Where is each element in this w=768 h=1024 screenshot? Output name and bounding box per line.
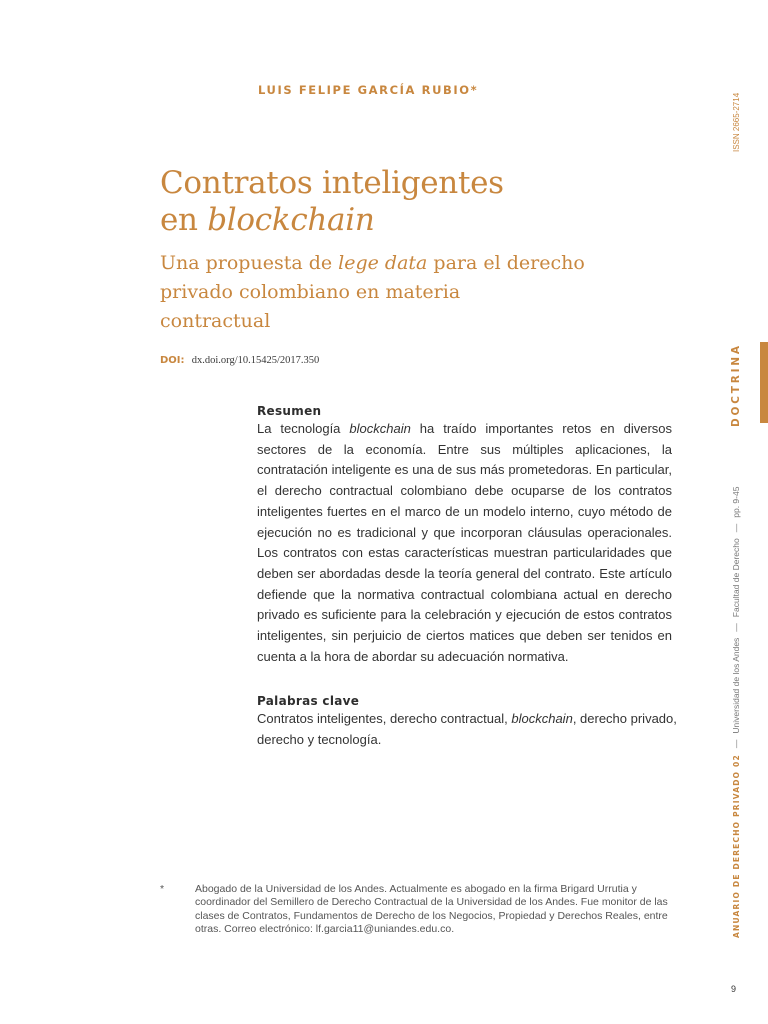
- abstract-section: [257, 404, 672, 667]
- title-line-2-prefix: en: [160, 202, 208, 238]
- keywords-part-1: Contratos inteligentes, derecho contractual,: [257, 711, 512, 726]
- subtitle-part-1: Una propuesta de: [160, 252, 339, 274]
- separator: —: [731, 523, 741, 533]
- subtitle-line-2: privado colombiano en materia: [160, 281, 461, 303]
- page-number: 9: [731, 984, 737, 994]
- author-name: LUIS FELIPE GARCÍA RUBIO*: [258, 83, 479, 97]
- abstract-intro-italic: blockchain: [349, 421, 411, 436]
- journal-title: ANUARIO DE DERECHO PRIVADO 02: [732, 754, 741, 938]
- abstract-intro: La tecnología: [257, 421, 350, 436]
- keywords-text: [257, 709, 682, 750]
- issn-label: ISSN 2665-2714: [732, 92, 741, 152]
- keywords-heading: Palabras clave: [257, 694, 360, 708]
- doi-label: DOI:: [160, 355, 185, 366]
- keywords-part-2: , derecho privado, derecho y tecnología.: [257, 711, 677, 747]
- subtitle-italic: lege data: [338, 252, 428, 274]
- doi-line: [160, 355, 319, 366]
- section-label: DOCTRINA: [730, 343, 742, 427]
- title-line-1: Contratos inteligentes: [160, 165, 504, 201]
- page-range: pp. 9-45: [731, 486, 741, 518]
- separator: —: [731, 623, 741, 632]
- doi-link[interactable]: dx.doi.org/10.15425/2017.350: [191, 355, 320, 366]
- journal-running-footer: [731, 487, 741, 938]
- separator: —: [731, 739, 741, 749]
- subtitle-line-3: contractual: [160, 310, 271, 332]
- subtitle-part-2: para el derecho: [427, 252, 585, 274]
- footnote-text: Abogado de la Universidad de los Andes. Actualmente es abogado en la firma Brigard Urrutia y coordinador del Semillero de Derecho Contractual de la Universidad de los Andes. Fue monitor de las clases de Contratos, Fundamentos de Derecho de los Negocios, Propiedad y Derechos Reales, entre otras. Correo electrónico: lf.garcia11@uniandes.edu.co.: [195, 883, 668, 936]
- article-title: [160, 165, 660, 239]
- abstract-body: ha traído importantes retos en diversos sectores de la economía. Entre sus múltiples aplicaciones, la contratación inteligente es una de sus más prometedoras. En particular, el derecho contractual colombiano debe ocuparse de los contratos inteligentes fuertes en el marco de un modelo interno, cuyo método de ejecución no es tradicional y que incorporan cláusulas operacionales. Los contratos con estas características muestran particularidades que deben ser abordadas desde la teoría general del contrato. Este artículo defiende que la normativa contractual colombiana actual en derecho privado es suficiente para la celebración y ejecución de estos contratos inteligentes, sin perjuicio de ciertos matices que deben ser tenidos en cuenta a la hora de abordar su adecuación normativa.: [257, 421, 672, 664]
- keywords-italic: blockchain: [511, 711, 573, 726]
- keywords-section: [257, 694, 682, 750]
- footnote-mark: *: [160, 883, 165, 895]
- footnote: [160, 883, 680, 937]
- abstract-heading: Resumen: [257, 404, 322, 418]
- university-name: Universidad de los Andes: [731, 637, 741, 734]
- article-subtitle: [160, 249, 640, 336]
- faculty-name: Facultad de Derecho: [731, 538, 741, 618]
- section-marker-bar: [760, 342, 768, 423]
- title-line-2-italic: blockchain: [207, 202, 375, 238]
- abstract-text: [257, 419, 672, 667]
